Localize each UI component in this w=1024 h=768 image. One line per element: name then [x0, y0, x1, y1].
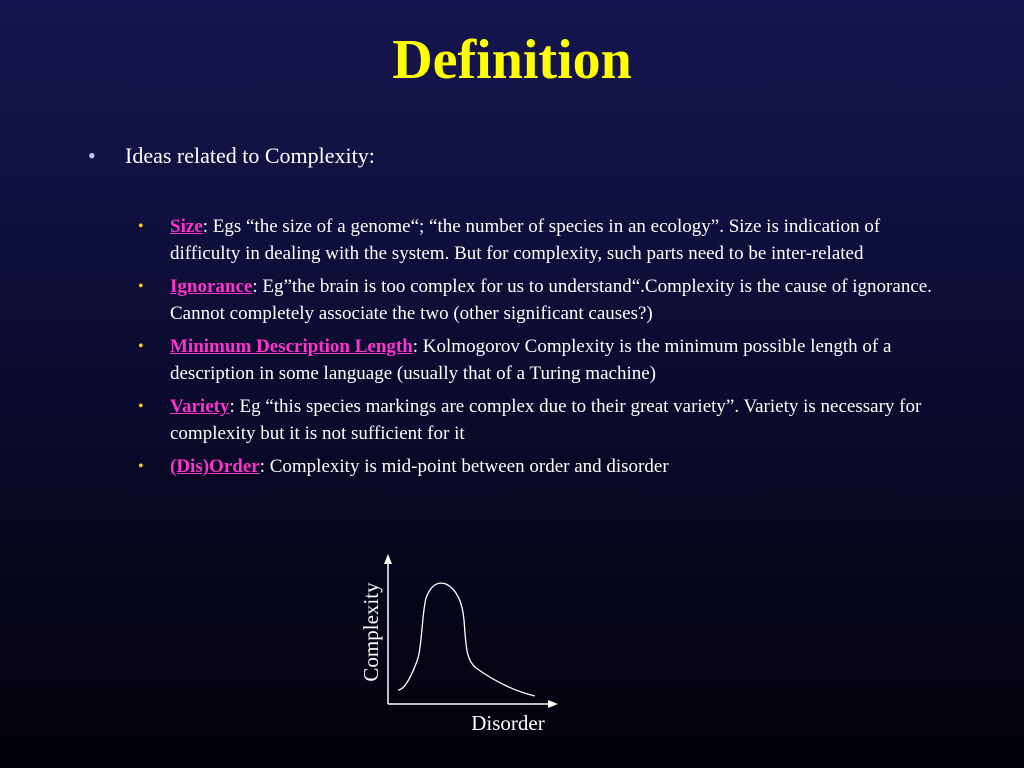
complexity-curve — [398, 583, 535, 696]
item-description: : Kolmogorov Complexity is the minimum possible length of a description in some language (usually that of a Turing machine) — [170, 336, 892, 384]
intro-bullet — [88, 142, 375, 170]
item-description: : Complexity is mid-point between order and disorder — [259, 456, 669, 477]
item-text — [170, 393, 938, 447]
bullet-icon: • — [138, 458, 144, 475]
ideas-list — [138, 213, 938, 486]
y-axis-arrowhead — [384, 554, 392, 564]
item-text — [170, 333, 938, 387]
bullet-icon: • — [138, 218, 144, 235]
term-dis-order: (Dis)Order — [170, 456, 260, 477]
list-item-disorder — [138, 453, 938, 480]
item-description: : Eg”the brain is too complex for us to understand“.Complexity is the cause of ignorance. Cannot completely associate the two (other significant causes?) — [170, 276, 932, 324]
bullet-icon: • — [88, 143, 96, 168]
term-variety: Variety — [170, 396, 230, 417]
item-description: : Eg “this species markings are complex due to their great variety”. Variety is necessary for complexity but it is not sufficient for it — [170, 396, 922, 444]
term-ignorance: Ignorance — [170, 276, 253, 297]
y-axis-label: Complexity — [359, 582, 383, 682]
complexity-disorder-sketch — [350, 548, 570, 748]
list-item-mdl — [138, 333, 938, 387]
bullet-icon: • — [138, 338, 144, 355]
item-text — [170, 273, 938, 327]
list-item-size — [138, 213, 938, 267]
term-size: Size — [170, 216, 203, 237]
list-item-ignorance — [138, 273, 938, 327]
bullet-icon: • — [138, 278, 144, 295]
item-text — [170, 453, 938, 480]
intro-text: Ideas related to Complexity: — [125, 143, 375, 168]
item-text — [170, 213, 938, 267]
term-minimum-description-length: Minimum Description Length — [170, 336, 413, 357]
slide-title: Definition — [392, 29, 632, 91]
x-axis-label: Disorder — [471, 711, 545, 735]
bullet-icon: • — [138, 398, 144, 415]
list-item-variety — [138, 393, 938, 447]
x-axis-arrowhead — [548, 700, 558, 708]
item-description: : Egs “the size of a genome“; “the number of species in an ecology”. Size is indication of difficulty in dealing with the system. But for complexity, such parts need to be inter-related — [170, 216, 881, 264]
